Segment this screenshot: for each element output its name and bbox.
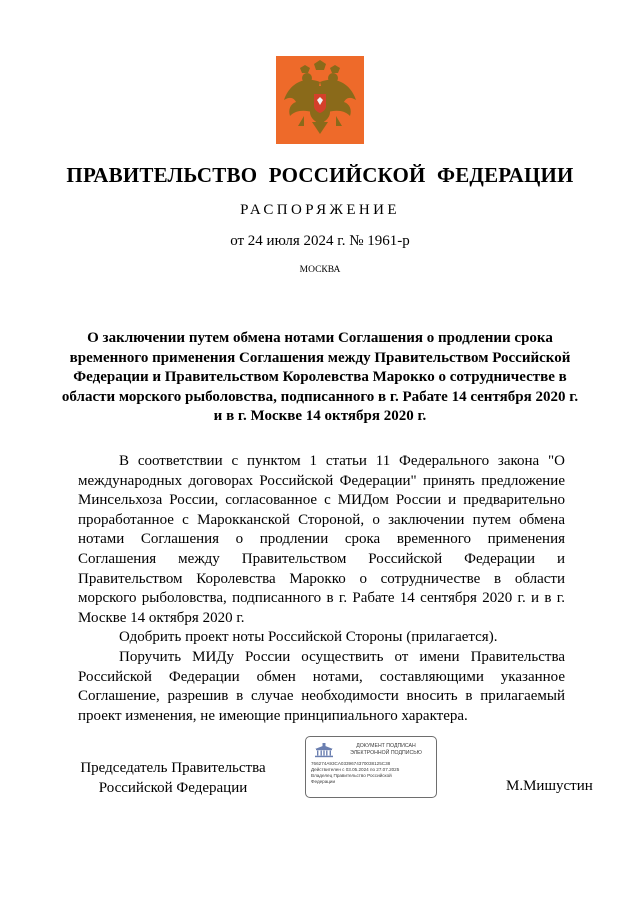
stamp-details [311,761,435,785]
body-paragraph: Поручить МИДу России осуществить от имени Правительства Российской Федерации обмен нотами, составляющими указанное Соглашение, разрешив в случае необходимости вносить в прилагаемый проект изменения, не имеющие принципиального характера. [78,648,565,724]
stamp-validity: Действителен с 03.05.2024 по 27.07.2025 [311,767,400,772]
signer-position-line: Российской Федерации [98,779,248,796]
document-type: РАСПОРЯЖЕНИЕ [240,202,400,218]
document-body [78,452,565,726]
signer-position [78,759,268,798]
document-date-number: от 24 июля 2024 г. № 1961-р [230,233,410,249]
russian-coat-of-arms-icon [276,56,364,144]
stamp-owner: Владелец Правительство Российской [311,773,392,778]
stamp-title-line: ДОКУМЕНТ ПОДПИСАН [356,743,416,749]
government-title: ПРАВИТЕЛЬСТВО РОССИЙСКОЙ ФЕДЕРАЦИИ [66,163,574,187]
stamp-certificate: 766274A93CA0339674370038125C38 [311,761,391,766]
electronic-signature-stamp [305,736,437,798]
body-paragraph: В соответствии с пунктом 1 статьи 11 Федерального закона "О международных договорах Российской Федерации" принять предложение Минсельхоза России, согласованное с МИДом России и предварительно проработанное с Марокканской Стороной, о заключении путем обмена нотами Соглашения о продлении срока временного применения Соглашения между Правительством Российской Федерации и Правительством Королевства Марокко о сотрудничестве в области морского рыболовства, подписанного в г. Рабате 14 сентября 2020 г. и в г. Москве 14 октября 2020 г. [78,453,565,626]
document-subject: О заключении путем обмена нотами Соглашения о продлении срока временного применения Соглашения между Правительством Российской Федерации и Правительством Королевства Марокко о сотрудничестве в области морского рыболовства, подписанного в г. Рабате 14 сентября 2020 г. и в г. Москве 14 октября 2020 г. [61,330,579,425]
stamp-owner: Федерации [311,779,336,784]
document-city: МОСКВА [299,265,341,275]
signer-name: М.Мишустин [506,778,593,794]
stamp-title [338,743,434,756]
government-building-icon [312,742,336,758]
stamp-title-line: ЭЛЕКТРОННОЙ ПОДПИСЬЮ [350,749,422,756]
body-paragraph: Одобрить проект ноты Российской Стороны (прилагается). [119,629,498,646]
signer-position-line: Председатель Правительства [80,760,266,776]
